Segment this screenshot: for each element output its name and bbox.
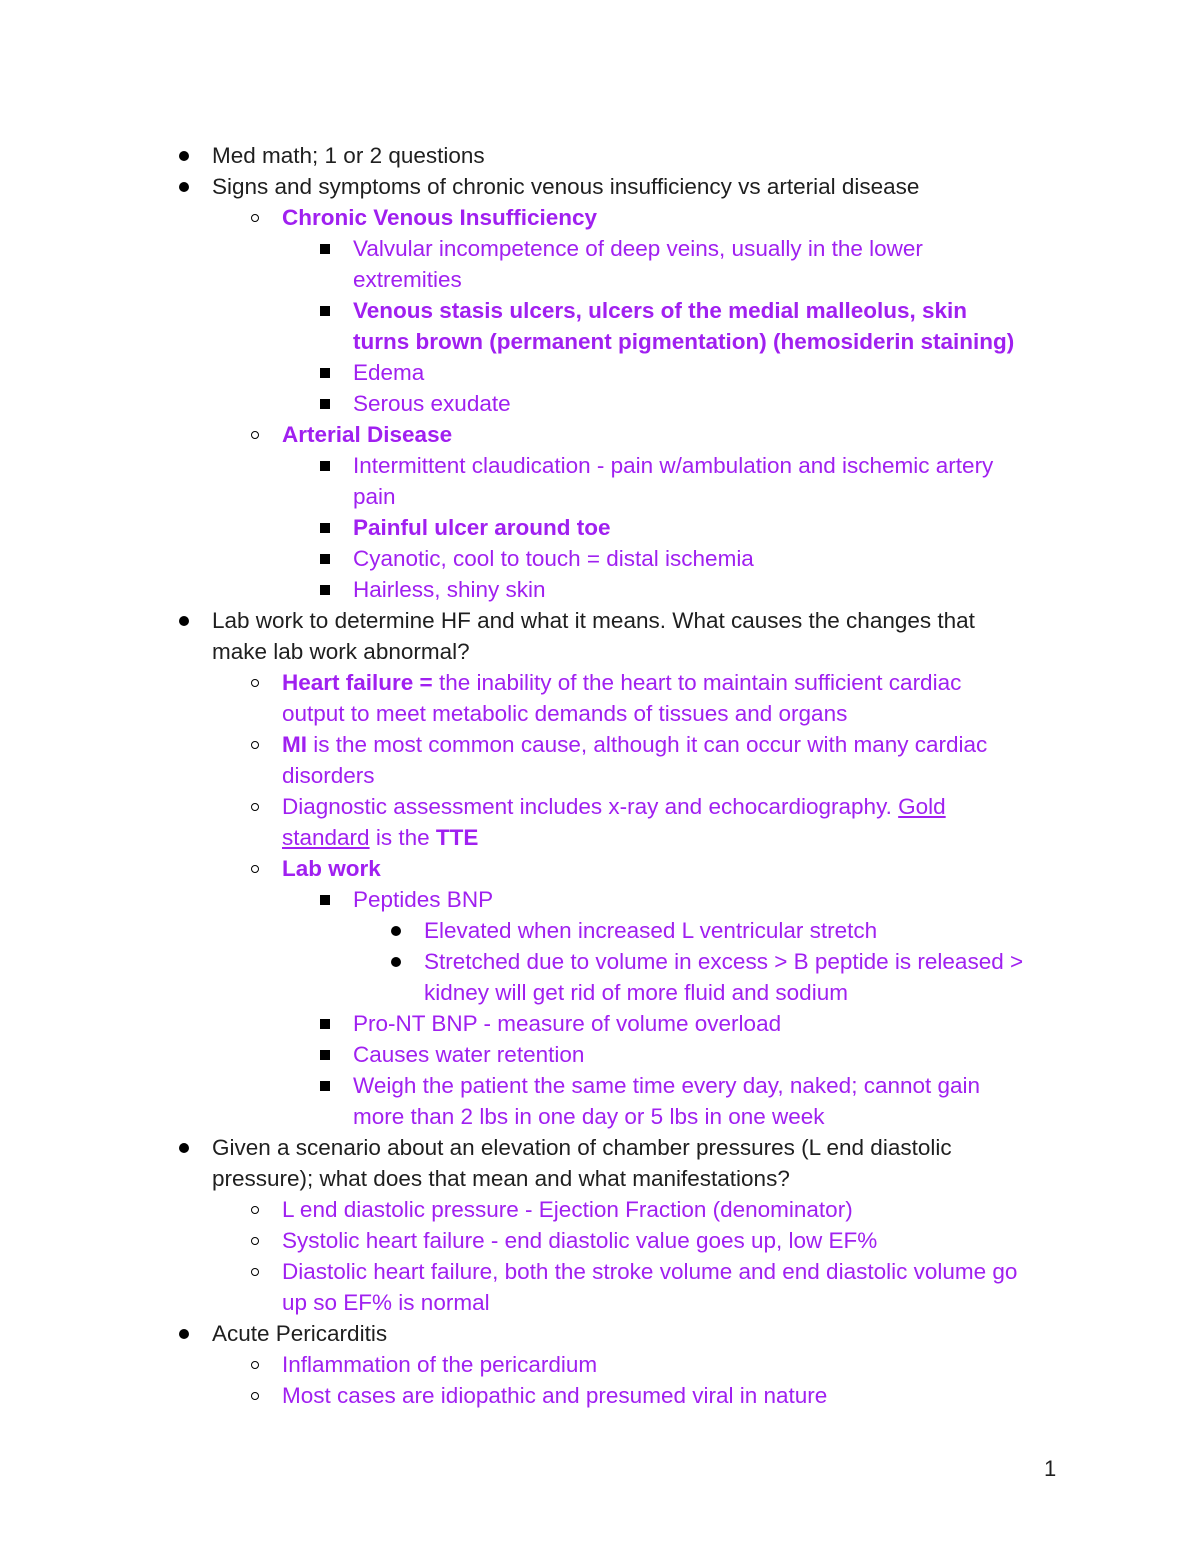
bullet-icon: [391, 957, 401, 967]
list-item: [0, 140, 1200, 171]
square-bullet-icon: [320, 306, 330, 316]
square-bullet-icon: [320, 399, 330, 409]
square-bullet-icon: [320, 1050, 330, 1060]
item-text: Weigh the patient the same time every day, naked; cannot gain: [353, 1073, 981, 1098]
term-heart-failure: Heart failure =: [282, 670, 433, 695]
square-bullet-icon: [320, 585, 330, 595]
list-item: [0, 202, 1200, 233]
list-item: [0, 388, 1200, 419]
item-text: Acute Pericarditis: [212, 1321, 388, 1346]
list-item: [0, 450, 1200, 481]
description-text: Diagnostic assessment includes x-ray and echocardiography.: [282, 794, 899, 819]
item-text: more than 2 lbs in one day or 5 lbs in one week: [353, 1104, 825, 1129]
square-bullet-icon: [320, 368, 330, 378]
item-text: Edema: [353, 360, 425, 385]
section-heading: Chronic Venous Insufficiency: [282, 205, 598, 230]
list-item: [0, 915, 1200, 946]
item-text: make lab work abnormal?: [212, 639, 470, 664]
item-text: output to meet metabolic demands of tissues and organs: [282, 701, 848, 726]
item-text: up so EF% is normal: [282, 1290, 490, 1315]
list-item: [0, 543, 1200, 574]
item-text: Valvular incompetence of deep veins, usually in the lower: [353, 236, 923, 261]
notes-list: [0, 140, 1200, 1411]
circle-bullet-icon: [251, 865, 259, 873]
list-item-continuation: [0, 760, 1200, 791]
list-item: [0, 946, 1200, 977]
bullet-icon: [391, 926, 401, 936]
list-item: [0, 853, 1200, 884]
list-item: [0, 1070, 1200, 1101]
list-item-continuation: [0, 636, 1200, 667]
square-bullet-icon: [320, 244, 330, 254]
item-text: [282, 729, 987, 760]
list-item: [0, 605, 1200, 636]
item-text: Systolic heart failure - end diastolic value goes up, low EF%: [282, 1228, 878, 1253]
description-text: is the most common cause, although it can occur with many cardiac: [307, 732, 988, 757]
square-bullet-icon: [320, 895, 330, 905]
square-bullet-icon: [320, 1081, 330, 1091]
list-item-continuation: [0, 1101, 1200, 1132]
item-text: turns brown (permanent pigmentation) (hemosiderin staining): [353, 329, 1015, 354]
item-text: Signs and symptoms of chronic venous insufficiency vs arterial disease: [212, 174, 920, 199]
circle-bullet-icon: [251, 1268, 259, 1276]
item-text: Stretched due to volume in excess > B peptide is released >: [424, 949, 1024, 974]
item-text: Pro-NT BNP - measure of volume overload: [353, 1011, 782, 1036]
list-item: [0, 791, 1200, 822]
item-text: [282, 791, 946, 822]
list-item: [0, 729, 1200, 760]
item-text: Hairless, shiny skin: [353, 577, 546, 602]
item-text: Diastolic heart failure, both the stroke volume and end diastolic volume go: [282, 1259, 1018, 1284]
definition-text: the inability of the heart to maintain sufficient cardiac: [432, 670, 962, 695]
item-text: disorders: [282, 763, 375, 788]
bullet-icon: [179, 1143, 189, 1153]
section-heading: Lab work: [282, 856, 381, 881]
list-item: [0, 171, 1200, 202]
list-item-continuation: [0, 977, 1200, 1008]
list-item-continuation: [0, 822, 1200, 853]
list-item: [0, 419, 1200, 450]
list-item: [0, 1225, 1200, 1256]
item-text: extremities: [353, 267, 462, 292]
circle-bullet-icon: [251, 679, 259, 687]
circle-bullet-icon: [251, 1392, 259, 1400]
circle-bullet-icon: [251, 214, 259, 222]
list-item-continuation: [0, 1163, 1200, 1194]
bullet-icon: [179, 616, 189, 626]
item-text: Given a scenario about an elevation of chamber pressures (L end diastolic: [212, 1135, 952, 1160]
item-text: Venous stasis ulcers, ulcers of the medial malleolus, skin: [353, 298, 967, 323]
item-text: Intermittent claudication - pain w/ambulation and ischemic artery: [353, 453, 994, 478]
item-text: Painful ulcer around toe: [353, 515, 611, 540]
list-item-continuation: [0, 264, 1200, 295]
list-item: [0, 1349, 1200, 1380]
term-mi: MI: [282, 732, 307, 757]
square-bullet-icon: [320, 461, 330, 471]
list-item: [0, 1008, 1200, 1039]
list-item: [0, 1318, 1200, 1349]
list-item-continuation: [0, 698, 1200, 729]
term-tte: TTE: [435, 825, 479, 850]
circle-bullet-icon: [251, 741, 259, 749]
list-item: [0, 357, 1200, 388]
circle-bullet-icon: [251, 803, 259, 811]
item-text: Inflammation of the pericardium: [282, 1352, 598, 1377]
list-item: [0, 574, 1200, 605]
list-item-continuation: [0, 326, 1200, 357]
list-item: [0, 1380, 1200, 1411]
item-text: Serous exudate: [353, 391, 511, 416]
page-number: 1: [1044, 1456, 1057, 1481]
list-item-continuation: [0, 1287, 1200, 1318]
item-text: L end diastolic pressure - Ejection Fraction (denominator): [282, 1197, 853, 1222]
underlined-text: standard: [282, 825, 370, 850]
item-text: [282, 822, 478, 853]
list-item: [0, 667, 1200, 698]
item-text: pressure); what does that mean and what manifestations?: [212, 1166, 790, 1191]
list-item: [0, 884, 1200, 915]
list-item-continuation: [0, 481, 1200, 512]
list-item: [0, 233, 1200, 264]
item-text: Cyanotic, cool to touch = distal ischemia: [353, 546, 754, 571]
list-item: [0, 1194, 1200, 1225]
list-item: [0, 1132, 1200, 1163]
item-text: pain: [353, 484, 396, 509]
item-text: Lab work to determine HF and what it means. What causes the changes that: [212, 608, 975, 633]
list-item: [0, 1039, 1200, 1070]
circle-bullet-icon: [251, 1206, 259, 1214]
underlined-text: Gold: [898, 794, 946, 819]
bullet-icon: [179, 151, 189, 161]
bullet-icon: [179, 1329, 189, 1339]
list-item: [0, 1256, 1200, 1287]
section-heading: Arterial Disease: [282, 422, 453, 447]
circle-bullet-icon: [251, 1237, 259, 1245]
item-text: kidney will get rid of more fluid and sodium: [424, 980, 848, 1005]
square-bullet-icon: [320, 554, 330, 564]
item-text: Med math; 1 or 2 questions: [212, 143, 485, 168]
item-text: Most cases are idiopathic and presumed viral in nature: [282, 1383, 828, 1408]
bullet-icon: [179, 182, 189, 192]
item-text: Peptides BNP: [353, 887, 494, 912]
item-text: Causes water retention: [353, 1042, 585, 1067]
square-bullet-icon: [320, 523, 330, 533]
item-text: Elevated when increased L ventricular stretch: [424, 918, 878, 943]
list-item: [0, 512, 1200, 543]
square-bullet-icon: [320, 1019, 330, 1029]
circle-bullet-icon: [251, 431, 259, 439]
description-text: is the: [369, 825, 436, 850]
list-item: [0, 295, 1200, 326]
circle-bullet-icon: [251, 1361, 259, 1369]
item-text: [282, 667, 961, 698]
